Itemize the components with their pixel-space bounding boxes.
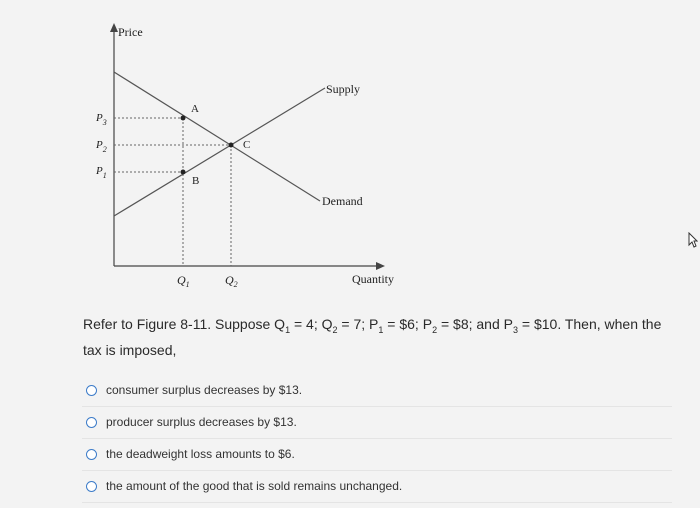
q1-sub: 1 <box>185 280 190 289</box>
supply-label: Supply <box>326 82 361 96</box>
radio-button-icon[interactable] <box>86 385 97 396</box>
point-b-dot <box>181 170 186 175</box>
question-text: Refer to Figure 8-11. Suppose $Q_1 = 4$; $Q_2 = 7$; $P_1$ = $6; $P_2$ = $8; and $P_3$ = $10. Then, when the tax is imposed, <box>83 316 662 358</box>
point-a-label: A <box>191 103 199 115</box>
option-label: consumer surplus decreases by $13. <box>106 383 303 397</box>
p1-label: $P_1$ <box>96 165 107 180</box>
y-axis-label: Price <box>118 25 143 39</box>
option-label: the deadweight loss amounts to $6. <box>106 447 295 461</box>
q1-label: $Q_1$ <box>177 273 190 289</box>
point-a-dot <box>181 116 186 121</box>
p3-label: $P_3$ <box>96 112 107 127</box>
option-label: the amount of the good that is sold remains unchanged. <box>106 479 403 493</box>
figure-graph <box>80 8 410 298</box>
x-axis-arrow-icon <box>376 262 385 270</box>
p1-sub: 1 <box>102 171 107 180</box>
x-axis-label: Quantity <box>352 272 394 286</box>
option-consumer-surplus[interactable] <box>82 374 672 407</box>
radio-button-icon[interactable] <box>86 449 97 460</box>
point-c-label: C <box>243 139 251 151</box>
supply-curve <box>114 88 325 216</box>
demand-curve <box>114 72 320 201</box>
q2-sub: 2 <box>233 280 238 289</box>
supply-demand-figure <box>80 8 410 298</box>
option-deadweight-loss[interactable] <box>82 438 672 471</box>
mouse-cursor-icon <box>688 232 698 248</box>
radio-button-icon[interactable] <box>86 481 97 492</box>
p2-label: $P_2$ <box>96 139 107 154</box>
option-producer-surplus[interactable] <box>82 406 672 439</box>
option-label: producer surplus decreases by $13. <box>106 415 297 429</box>
point-b-label: B <box>192 175 200 187</box>
q2-label: $Q_2$ <box>225 273 238 289</box>
demand-label: Demand <box>322 194 363 208</box>
option-quantity-unchanged[interactable] <box>82 470 672 503</box>
p3-sub: 3 <box>102 118 107 127</box>
y-axis-arrow-icon <box>110 23 118 32</box>
p2-sub: 2 <box>102 145 107 154</box>
radio-button-icon[interactable] <box>86 417 97 428</box>
point-c-dot <box>229 143 234 148</box>
